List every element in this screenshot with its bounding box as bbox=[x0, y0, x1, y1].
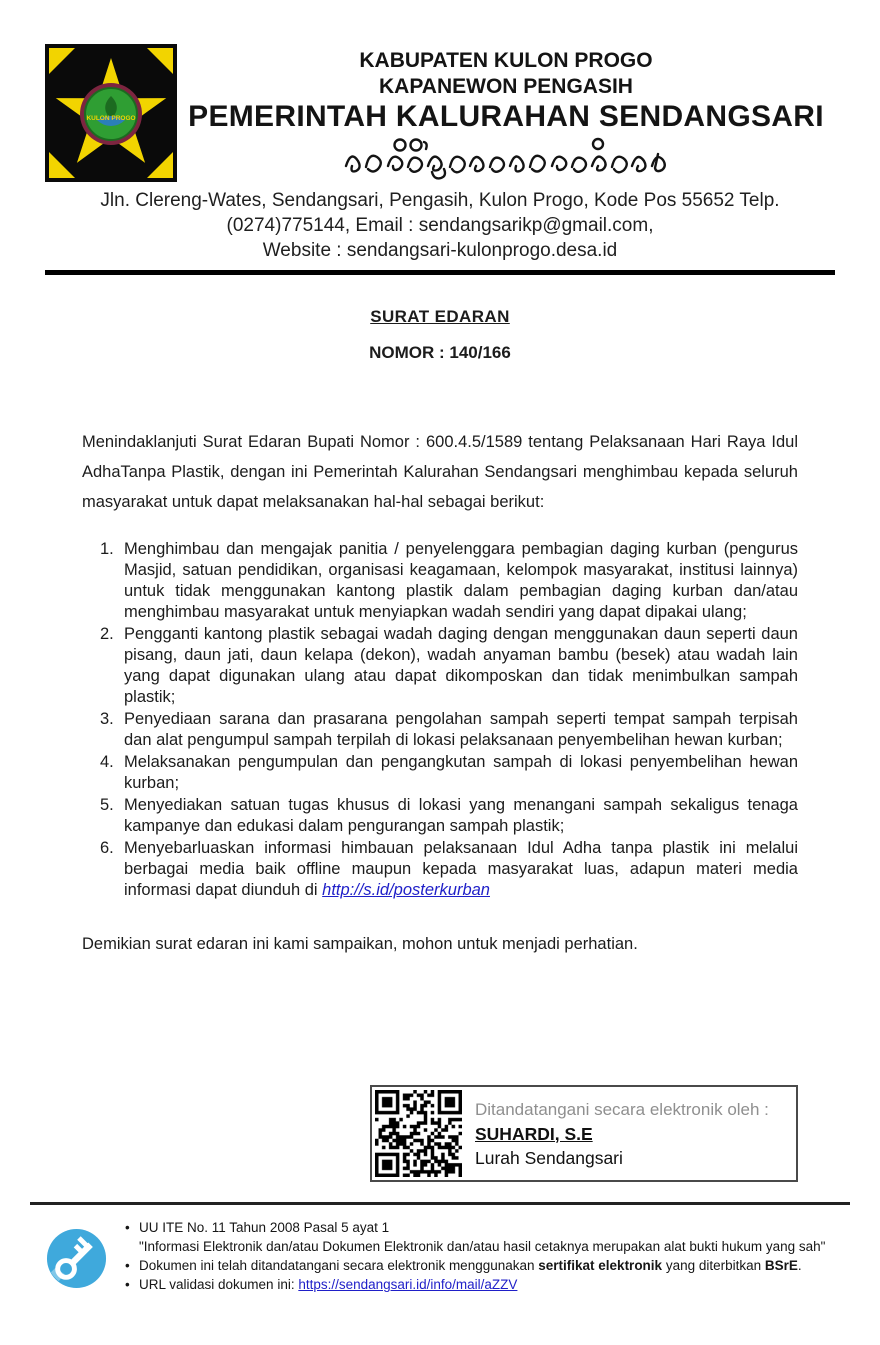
item-number: 6. bbox=[100, 839, 114, 857]
bullet-2-suffix: . bbox=[797, 1258, 802, 1273]
footer-bullet-3 bbox=[125, 1275, 840, 1294]
signature-label: Ditandatangani secara elektronik oleh : bbox=[475, 1099, 769, 1119]
bsre-key-logo-icon bbox=[45, 1227, 108, 1290]
list-item bbox=[100, 539, 798, 623]
item-number: 5. bbox=[100, 796, 114, 814]
footer-bullet-3-text bbox=[139, 1275, 517, 1294]
item-number: 1. bbox=[100, 540, 114, 558]
signer-title: Lurah Sendangsari bbox=[475, 1147, 623, 1168]
district-name: KAPANEWON PENGASIH bbox=[379, 75, 633, 98]
list-item bbox=[100, 795, 798, 837]
footer-bullet-1 bbox=[125, 1218, 840, 1237]
item-number: 4. bbox=[100, 753, 114, 771]
list-item bbox=[100, 838, 798, 901]
item-number: 3. bbox=[100, 710, 114, 728]
footer-bullet-1-quote: "Informasi Elektronik dan/atau Dokumen Elektronik dan/atau hasil cetaknya merupakan alat bukti hukum yang sah" bbox=[139, 1239, 826, 1254]
list-item bbox=[100, 709, 798, 751]
list-item bbox=[100, 752, 798, 794]
bullet-icon: • bbox=[125, 1258, 130, 1273]
footer-bullet-2 bbox=[125, 1256, 840, 1275]
letterhead bbox=[45, 44, 835, 182]
javanese-script-line bbox=[177, 136, 835, 182]
item-text-before-link: Menyebarluaskan informasi himbauan pelaksanaan Idul Adha tanpa plastik ini melalui berbagai media baik offline maupun kepada masyarakat luas, adapun materi media informasi dapat diunduh di bbox=[124, 839, 798, 899]
numbered-list bbox=[100, 539, 798, 901]
address-line-2: (0274)775144, Email : sendangsarikp@gmail.com, bbox=[226, 215, 654, 236]
poster-kurban-link[interactable]: http://s.id/posterkurban bbox=[322, 881, 490, 899]
footer bbox=[30, 1202, 850, 1294]
office-address bbox=[0, 188, 880, 263]
kulon-progo-logo-icon bbox=[45, 44, 177, 182]
signer-name: SUHARDI, S.E bbox=[475, 1123, 593, 1144]
item-text bbox=[124, 838, 798, 901]
bullet-2-bold-sertifikat: sertifikat elektronik bbox=[538, 1258, 663, 1273]
qr-code-icon bbox=[375, 1090, 462, 1177]
footer-legal-notes bbox=[125, 1218, 840, 1294]
validation-url-link[interactable]: https://sendangsari.id/info/mail/aZZV bbox=[298, 1277, 518, 1292]
regency-name: KABUPATEN KULON PROGO bbox=[359, 49, 653, 72]
document-title: SURAT EDARAN bbox=[370, 307, 510, 326]
address-line-3: Website : sendangsari-kulonprogo.desa.id bbox=[262, 240, 618, 261]
url-validation-label: URL validasi dokumen ini: bbox=[139, 1277, 299, 1292]
address-line-1: Jln. Clereng-Wates, Sendangsari, Pengasih, Kulon Progo, Kode Pos 55652 Telp. bbox=[100, 190, 780, 211]
bullet-2-mid: yang diterbitkan bbox=[662, 1258, 765, 1273]
bullet-2-prefix: Dokumen ini telah ditandatangani secara elektronik menggunakan bbox=[139, 1258, 539, 1273]
village-government-name: PEMERINTAH KALURAHAN SENDANGSARI bbox=[188, 100, 824, 133]
item-text: Menyediakan satuan tugas khusus di lokasi yang menangani sampah sekaligus tenaga kampanye dan edukasi dalam pengurangan sampah plastik; bbox=[124, 796, 798, 835]
letterhead-divider bbox=[45, 270, 835, 275]
opening-paragraph: Menindaklanjuti Surat Edaran Bupati Nomor : 600.4.5/1589 tentang Pelaksanaan Hari Raya Idul AdhaTanpa Plastik, dengan ini Pemerintah Kalurahan Sendangsari menghimbau kepada seluruh masyarakat untuk dapat melaksanakan hal-hal sebagai berikut: bbox=[82, 433, 798, 511]
item-text: Menghimbau dan mengajak panitia / penyelenggara pembagian daging kurban (pengurus Masjid, satuan pendidikan, organisasi keagamaan, kelompok masyarakat, institusi lainnya) untuk tidak menggunakan kantong plastik dalam pembagian daging kurban dan/atau menghimbau masyarakat untuk menyiapkan wadah sendiri yang dapat dipakai ulang; bbox=[124, 540, 798, 621]
list-item bbox=[100, 624, 798, 708]
item-number: 2. bbox=[100, 625, 114, 643]
bullet-icon: • bbox=[125, 1220, 130, 1235]
bullet-2-bold-bsre: BSrE bbox=[764, 1258, 798, 1273]
item-text: Pengganti kantong plastik sebagai wadah daging dengan menggunakan daun seperti daun pisang, daun jati, daun kelapa (dekon), wadah anyaman bambu (besek) atau wadah lain yang dapat digunakan ulang atau dapat dikomposkan dan tidak menimbulkan sampah plastik; bbox=[124, 625, 798, 706]
item-text: Penyediaan sarana dan prasarana pengolahan sampah seperti tempat sampah terpisah dan alat pengumpul sampah terpilah di lokasi pelaksanaan penyembelihan hewan kurban; bbox=[124, 710, 798, 749]
document-number: NOMOR : 140/166 bbox=[369, 343, 511, 362]
closing-paragraph: Demikian surat edaran ini kami sampaikan, mohon untuk menjadi perhatian. bbox=[82, 935, 638, 953]
bullet-icon: • bbox=[125, 1277, 130, 1292]
footer-bullet-2-text bbox=[139, 1256, 802, 1275]
item-text: Melaksanakan pengumpulan dan pengangkutan sampah di lokasi penyembelihan hewan kurban; bbox=[124, 753, 798, 792]
footer-bullet-1-text: UU ITE No. 11 Tahun 2008 Pasal 5 ayat 1 bbox=[139, 1220, 390, 1235]
electronic-signature-box bbox=[370, 1085, 798, 1182]
logo-text: KULON PROGO bbox=[86, 115, 136, 122]
